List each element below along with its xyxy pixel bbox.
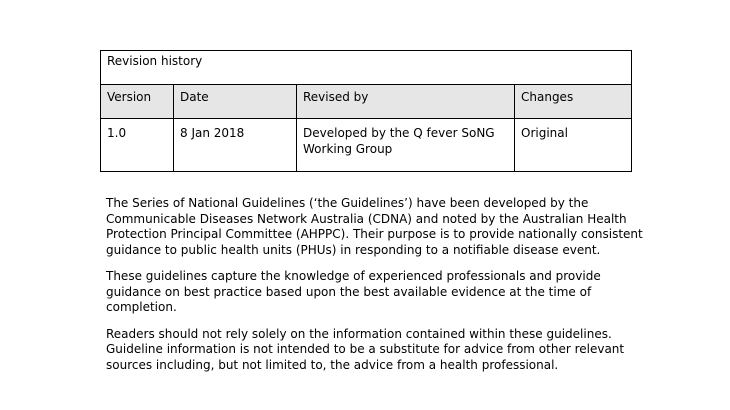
- cell-version: 1.0: [101, 119, 174, 172]
- column-header-date: Date: [174, 85, 297, 119]
- revision-history-title: Revision history: [101, 51, 632, 85]
- revision-history-table: [100, 50, 632, 172]
- table-row: [101, 119, 632, 172]
- column-header-revised-by: Revised by: [297, 85, 515, 119]
- column-header-version: Version: [101, 85, 174, 119]
- paragraph-purpose: The Series of National Guidelines (‘the Guidelines’) have been developed by the Communicable Diseases Network Australia (CDNA) and noted by the Australian Health Protection Principal Committee (AHPPC). Their purpose is to provide nationally consistent guidance to public health units (PHUs) in responding to a notifiable disease event.: [106, 196, 643, 257]
- revision-history-title-row: [101, 51, 632, 85]
- body-text: [106, 196, 646, 384]
- column-header-changes: Changes: [515, 85, 632, 119]
- paragraph-best-practice: These guidelines capture the knowledge of experienced professionals and provide guidance on best practice based upon the best available evidence at the time of completion.: [106, 269, 601, 314]
- paragraph-disclaimer: Readers should not rely solely on the information contained within these guidelines. Guideline information is not intended to be a substitute for advice from other relevant sources including, but not limited to, the advice from a health professional.: [106, 326, 625, 372]
- table-header-row: [101, 85, 632, 119]
- cell-date: 8 Jan 2018: [174, 119, 297, 172]
- cell-revised-by: Developed by the Q fever SoNG Working Group: [297, 119, 515, 172]
- cell-changes: Original: [515, 119, 632, 172]
